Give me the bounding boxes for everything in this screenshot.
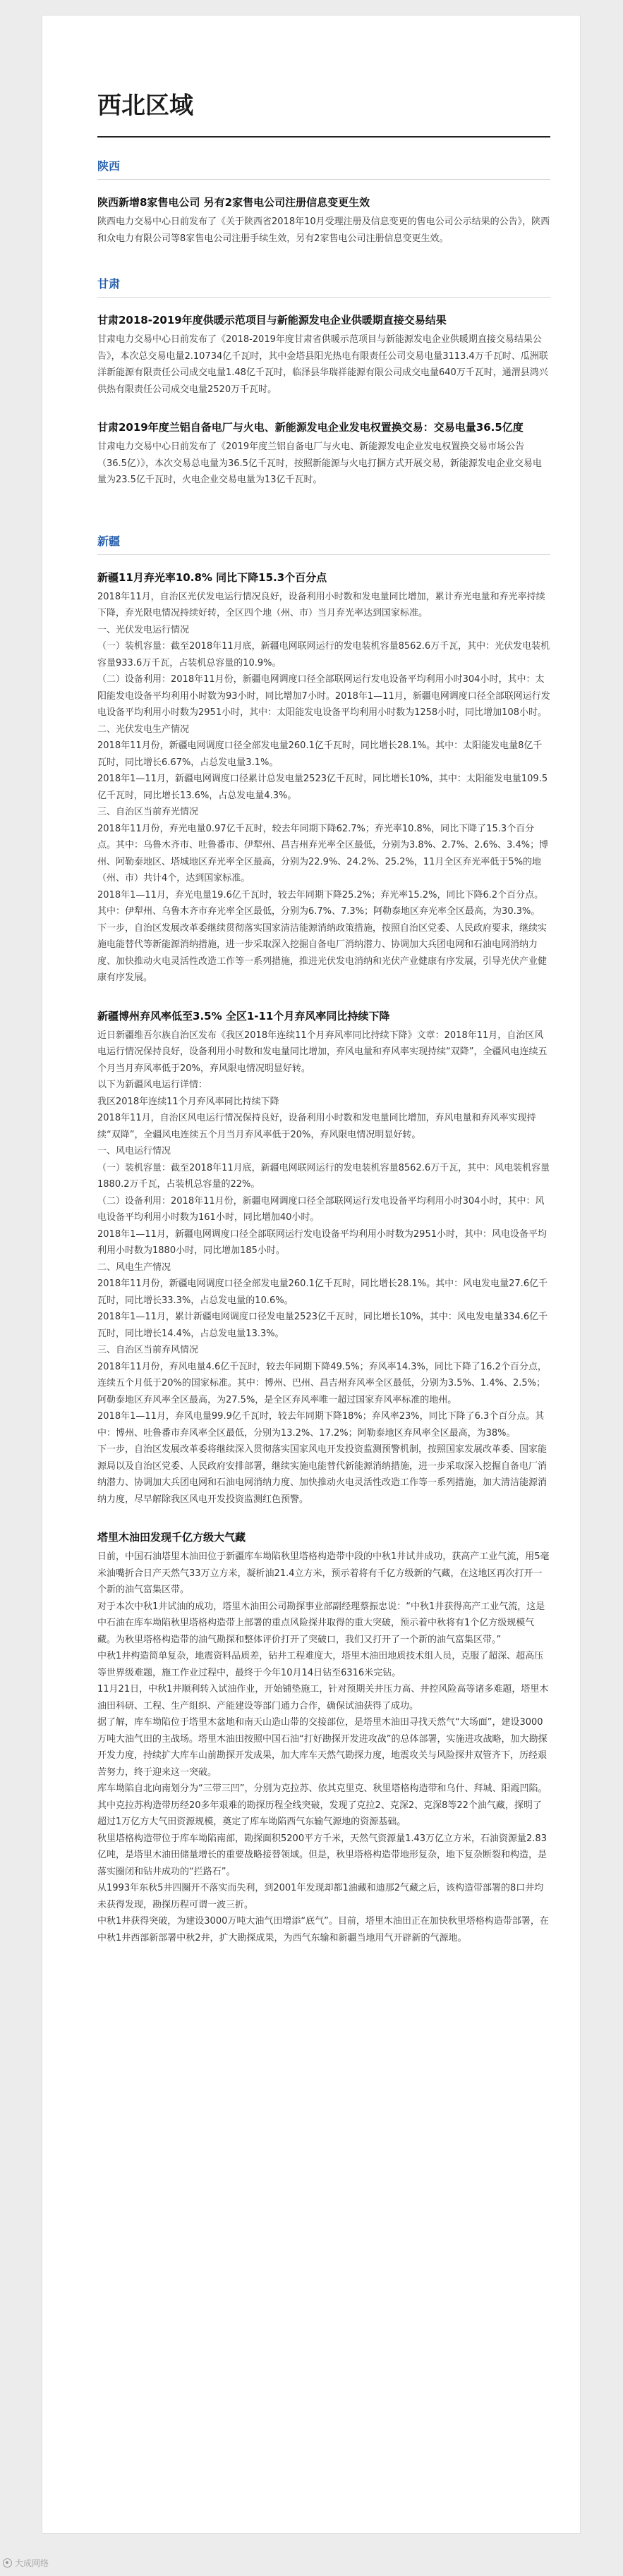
watermark [3, 2557, 49, 2569]
paragraph: 二、光伏发电生产情况 [97, 724, 190, 735]
paragraph: 日前，中国石油塔里木油田位于新疆库车坳陷秋里塔格构造带中段的中秋1井试井成功，获高产工业气流，用5毫米油嘴折合日产天然气33万立方米，凝析油21.4立方米，预示着将有千亿方级新的气藏，在这地区再次打开一个新的油气富集区带。 [97, 1551, 550, 1595]
paragraph: 2018年11月份，弃风电量4.6亿千瓦时，较去年同期下降49.5%；弃风率14.3%，同比下降了16.2个百分点，连续五个月低于20%的国家标准。其中：博州、巴州、昌吉州弃风率全区最低，分别为3.5%、1.4%、2.5%；阿勒泰地区弃风率全区最高，为27.5%，是全区弃风率唯一超过国家弃风率标准的地州。 [97, 1361, 547, 1405]
paragraph: 二、风电生产情况 [97, 1262, 171, 1273]
paragraph: （二）设备利用：2018年11月份，新疆电网调度口径全部联网运行发电设备平均利用小时304小时，其中：风电设备平均利用小时数为161小时，同比增加40小时。 [97, 1195, 545, 1223]
article-title: 甘肃2018-2019年度供暖示范项目与新能源发电企业供暖期直接交易结果 [97, 314, 447, 326]
camera-icon [3, 2558, 12, 2568]
paragraph: 甘肃电力交易中心日前发布了《2018-2019年度甘肃省供暖示范项目与新能源发电企业供暖期直接交易结果公告》，本次总交易电量2.10734亿千瓦时，其中金塔县阳光热电有限责任公司交易电量3113.4万千瓦时、瓜洲联洋新能源有限责任公司成交电量1.48亿千瓦时，临泽县华瑞祥能源有限公司成交电量640万千瓦时，通渭县鸿兴供热有限责任公司成交电量2520万千瓦时。 [97, 334, 548, 395]
paragraph: 2018年1—11月，新疆电网调度口径累计总发电量2523亿千瓦时，同比增长10%，其中：太阳能发电量109.5亿千瓦时，同比增长13.6%，占总发电量4.3%。 [97, 774, 548, 801]
paragraph: 一、光伏发电运行情况 [97, 624, 190, 635]
document-body [42, 16, 580, 1946]
paragraph: 据了解，库车坳陷位于塔里木盆地和南天山造山带的交接部位，是塔里木油田寻找天然气“大场面”，建设3000万吨大油气田的主战场。塔里木油田按照中国石油“打好勘探开发进攻战”的总体部署，实施进攻战略，加大勘探开发力度，持续扩大库车山前勘探开发成果，加大库车天然气勘探力度，地震攻关与风险探井双管齐下，历经艰苦努力，终于迎来这一突破。 [97, 1717, 548, 1778]
region-heading: 陕西 [97, 159, 121, 173]
article [97, 312, 550, 398]
paragraph: 三、自治区当前弃风情况 [97, 1345, 199, 1355]
article-title: 新疆11月弃光率10.8% 同比下降15.3个百分点 [97, 570, 327, 584]
paragraph: （一）装机容量：截至2018年11月底，新疆电网联网运行的发电装机容量8562.6万千瓦，其中：风电装机容量1880.2万千瓦，占装机总容量的22%。 [97, 1162, 550, 1190]
region-divider [97, 179, 550, 180]
paragraph: 秋里塔格构造带位于库车坳陷南部，勘探面积5200平方千米，天然气资源量1.43万亿立方米，石油资源量2.83亿吨，是塔里木油田储量增长的重要战略接替领域。但是，秋里塔格构造带地形复杂，地下复杂断裂和构造，是落实圈闭和钻井成功的“拦路石”。 [97, 1833, 548, 1877]
paragraph: 中秋1井构造简单复杂，地震资料品质差，钻井工程难度大，塔里木油田地质技术组人员，克服了超深、超高压等世界级难题，施工作业过程中，最终于今年10月14日钻至6316米完钻。 [97, 1651, 544, 1678]
paragraph: 三、自治区当前弃光情况 [97, 807, 199, 817]
section-gansu [97, 275, 550, 489]
paragraph: 下一步，自治区发展改革委将继续深入贯彻落实国家风电开发投资监测预警机制，按照国家发展改革委、国家能源局以及自治区党委、人民政府安排部署，继续实施电能替代新能源消纳措施，进一步采取深入挖掘自备电厂消纳潜力、协调加大兵团电网和石油电网消纳力度、加快推动火电灵活性改造工作等一系列措施，加大清洁能源消纳力度，尽早解除我区风电开发投资监测红色预警。 [97, 1444, 548, 1505]
article-title: 新疆博州弃风率低至3.5% 全区1-11个月弃风率同比持续下降 [97, 1009, 390, 1023]
paragraph: 以下为新疆风电运行详情： [97, 1080, 208, 1090]
paragraph: 11月21日，中秋1井顺利转入试油作业，开始铺垫施工，针对预期关井压力高、井控风险高等诸多难题，塔里木油田科研、工程、生产组织、产能建设等部门通力合作，确保试油获得了成功。 [97, 1684, 549, 1711]
section-xinjiang [97, 532, 550, 1947]
paragraph: 甘肃电力交易中心日前发布了《2019年度兰铝自备电厂与火电、新能源发电企业发电权置换交易市场公告（36.5亿）》，本次交易总电量为36.5亿千瓦时，按照新能源与火电打捆方式开展交易，新能源发电企业交易电量为23.5亿千瓦时，火电企业交易电量为13亿千瓦时。 [97, 441, 542, 485]
region-divider [97, 554, 550, 555]
article [97, 1529, 550, 1946]
paragraph: 2018年11月，自治区风电运行情况保持良好，设备利用小时数和发电量同比增加，弃风电量和弃风率实现持续“双降”，全疆风电连续五个月当月弃风率低于20%，弃风限电情况明显好转。 [97, 1113, 536, 1140]
region-heading: 甘肃 [97, 277, 121, 291]
region-heading: 新疆 [97, 534, 121, 548]
paragraph: 2018年11月，自治区光伏发电运行情况良好，设备利用小时数和发电量同比增加，累计弃光电量和弃光率持续下降，弃光限电情况持续好转，全区四个地（州、市）当月弃光率达到国家标准。 [97, 591, 545, 618]
paragraph: 一、风电运行情况 [97, 1146, 171, 1156]
paragraph: 2018年1—11月，弃风电量99.9亿千瓦时，较去年同期下降18%；弃风率23%，同比下降了6.3个百分点。其中：博州、吐鲁番市弃风率全区最低，分别为13.2%、17.2%；阿勒泰地区弃风率全区最高，为38%。 [97, 1411, 545, 1439]
document-card [42, 16, 580, 2533]
article [97, 194, 550, 247]
paragraph: 2018年11月份，弃光电量0.97亿千瓦时，较去年同期下降62.7%；弃光率10.8%，同比下降了15.3个百分点。其中：乌鲁木齐市、吐鲁番市、伊犁州、昌吉州弃光率全区最低，分别为3.8%、2.7%、2.6%、3.4%；博州、阿勒泰地区、塔城地区弃光率全区最高，分别为22.9%、24.2%、25.2%，11月全区弃光率低于5%的地（州、市）共计4个，达到国家标准。 [97, 823, 549, 884]
paragraph: 我区2018年连续11个月弃风率同比持续下降 [97, 1096, 279, 1107]
article-title: 陕西新增8家售电公司 另有2家售电公司注册信息变更生效 [97, 196, 370, 209]
paragraph: 近日新疆维吾尔族自治区发布《我区2018年连续11个月弃风率同比持续下降》文章：2018年11月，自治区风电运行情况保持良好，设备利用小时数和发电量同比增加，弃风电量和弃风率实现持续“双降”，全疆风电连续五个月当月弃风率低于20%，弃风限电情况明显好转。 [97, 1030, 548, 1074]
paragraph: 库车坳陷自北向南划分为“三带三凹”，分别为克拉苏、依其克里克、秋里塔格构造带和乌什、拜城、阳霞凹陷。其中克拉苏构造带历经20多年艰难的勘探历程全线突破，发现了克拉2、克深2、克深8等22个油气藏，探明了超过1万亿方大气田资源规模，奠定了库车坳陷西气东输气源地的资源基础。 [97, 1783, 548, 1827]
paragraph: 2018年1—11月，新疆电网调度口径全部联网运行发电设备平均利用小时数为2951小时，其中：风电设备平均利用小时数为1880小时，同比增加185小时。 [97, 1228, 547, 1256]
region-divider [97, 297, 550, 298]
paragraph: 2018年1—11月，累计新疆电网调度口径发电量2523亿千瓦时，同比增长10%，其中：风电发电量334.6亿千瓦时，同比增长14.4%，占总发电量13.3%。 [97, 1312, 548, 1339]
paragraph: 陕西电力交易中心日前发布了《关于陕西省2018年10月受理注册及信息变更的售电公司公示结果的公告》，陕西和众电力有限公司等8家售电公司注册手续生效，另有2家售电公司注册信息变更生效。 [97, 216, 550, 244]
article-title: 塔里木油田发现千亿方级大气藏 [97, 1531, 246, 1544]
paragraph: 从1993年东秋5井四圈开不落实而失利，到2001年发现却都1油藏和迪那2气藏之后，该构造带部署的8口井均未获得发现，勘探历程可谓一波三折。 [97, 1883, 544, 1910]
paragraph: （二）设备利用：2018年11月份，新疆电网调度口径全部联网运行发电设备平均利用小时304小时，其中：太阳能发电设备平均利用小时数为93小时，同比增加7小时。2018年1—11月，新疆电网调度口径全部联网运行发电设备平均利用小时数为2951小时，其中：太阳能发电设备平均利用小时数为1258小时，同比增加108小时。 [97, 674, 550, 718]
article-title: 甘肃2019年度兰铝自备电厂与火电、新能源发电企业发电权置换交易：交易电量36.5亿度 [97, 421, 524, 434]
article [97, 569, 550, 987]
paragraph: 中秋1井获得突破，为建设3000万吨大油气田增添“底气”。目前，塔里木油田正在加快秋里塔格构造带部署，在中秋1井西部新部署中秋2井，扩大勘探成果，为西气东输和新疆当地用气开辟新的气源地。 [97, 1916, 549, 1943]
paragraph: 下一步，自治区发展改革委继续贯彻落实国家清洁能源消纳政策措施，按照自治区党委、人民政府要求，继续实施电能替代等新能源消纳措施，进一步采取深入挖掘自备电厂消纳潜力、协调加大兵团电网和石油电网消纳力度、加快推动火电灵活性改造工作等一系列措施，推进光伏发电消纳和光伏产业健康有序发展，引导光伏产业健康有序发展。 [97, 922, 548, 983]
watermark-text: 大成网络 [15, 2558, 49, 2568]
paragraph: （一）装机容量：截至2018年11月底，新疆电网联网运行的发电装机容量8562.6万千瓦，其中：光伏发电装机容量933.6万千瓦，占装机总容量的10.9%。 [97, 641, 550, 669]
title-divider [97, 136, 550, 138]
paragraph: 对于本次中秋1井试油的成功，塔里木油田公司勘探事业部副经理蔡振忠说：“中秋1井获得高产工业气流，这是中石油在库车坳陷秋里塔格构造带上部署的重点风险探井取得的重大突破，预示着中秋将有1个亿方级规模气藏。为秋里塔格构造带的油气勘探和整体评价打开了突破口，我们又打开了一个新的油气富集区带。” [97, 1601, 545, 1645]
paragraph: 2018年11月份，新疆电网调度口径全部发电量260.1亿千瓦时，同比增长28.1%。其中：风电发电量27.6亿千瓦时，同比增长33.3%，占总发电量的10.6%。 [97, 1278, 548, 1306]
article [97, 419, 550, 489]
page-title: 西北区域 [97, 92, 193, 120]
paragraph: 2018年11月份，新疆电网调度口径全部发电量260.1亿千瓦时，同比增长28.1%。其中：太阳能发电量8亿千瓦时，同比增长6.67%，占总发电量3.1%。 [97, 740, 543, 768]
section-shaanxi [97, 157, 550, 247]
article [97, 1008, 550, 1508]
paragraph: 2018年1—11月，弃光电量19.6亿千瓦时，较去年同期下降25.2%；弃光率15.2%，同比下降6.2个百分点。其中：伊犁州、乌鲁木齐市弃光率全区最低，分别为6.7%、7.3%；阿勒泰地区弃光率全区最高，为30.3%。 [97, 889, 544, 917]
